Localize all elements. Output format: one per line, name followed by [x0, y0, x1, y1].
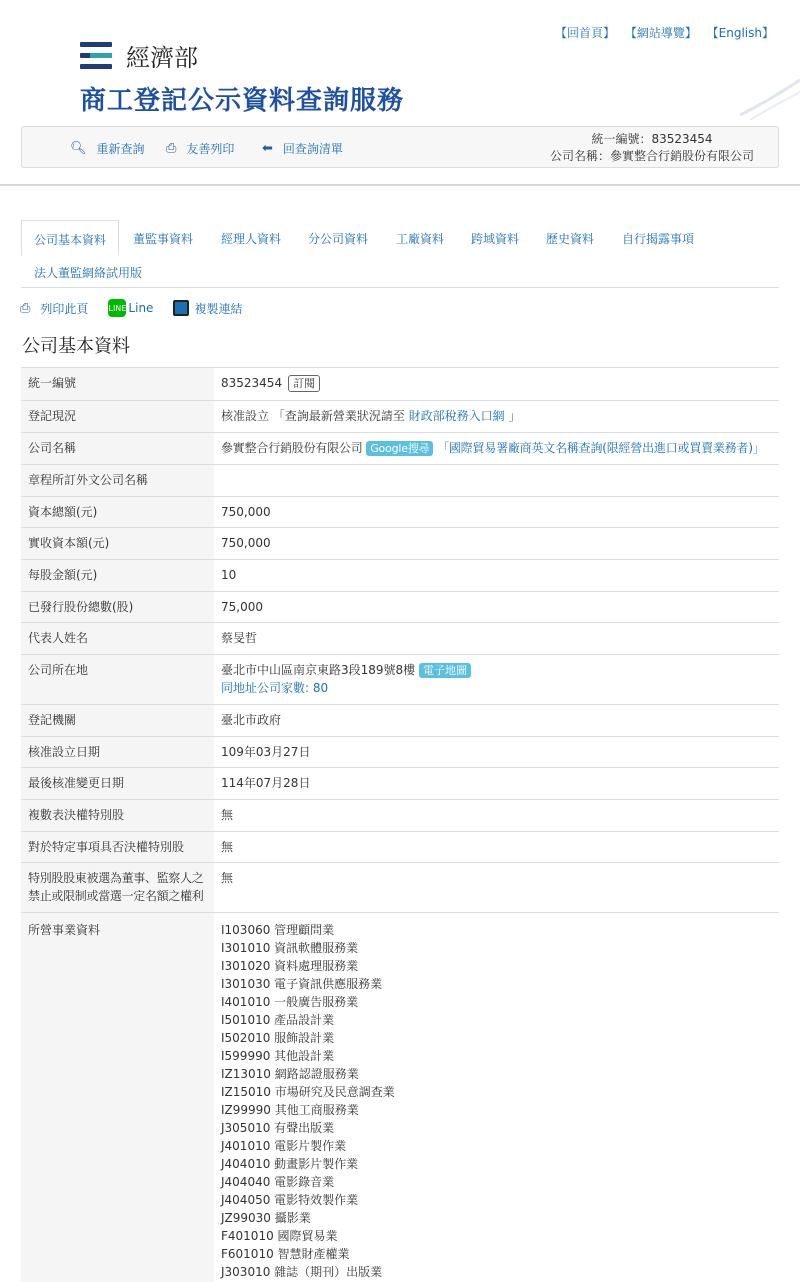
printer-icon: ⎙: [166, 141, 177, 156]
company-info-table: [21, 367, 779, 1282]
field-label: 已發行股份總數(股): [21, 592, 214, 623]
moea-logo-icon: [80, 40, 112, 72]
table-row: [21, 465, 779, 497]
tab-factories[interactable]: 工廠資料: [396, 232, 445, 246]
tab-directors[interactable]: 董監事資料: [133, 232, 194, 246]
tab-managers[interactable]: 經理人資料: [221, 232, 282, 246]
line-share-button[interactable]: LINE Line: [108, 301, 154, 315]
field-label: 最後核准變更日期: [21, 768, 214, 800]
field-value: 109年03月27日: [214, 737, 779, 768]
field-label: 特別股股東被選為董事、監察人之 禁止或限制或當選一定名額之權利: [21, 863, 214, 913]
field-value: 臺北市中山區南京東路3段189號8樓 電子地圖 同地址公司家數: 80: [214, 655, 779, 705]
list-item: I599990 其他設計業: [221, 1049, 335, 1063]
list-item: I301030 電子資訊供應服務業: [221, 977, 383, 991]
new-search-button[interactable]: 🔍︎ 重新查詢: [70, 141, 145, 156]
list-item: J401010 電影片製作業: [221, 1139, 347, 1153]
field-value: 83523454 訂閱: [214, 368, 779, 401]
table-row: [21, 592, 779, 623]
table-row: [21, 368, 779, 401]
table-row: [21, 655, 779, 705]
tab-self-disclosure[interactable]: 自行揭露事項: [622, 232, 695, 246]
list-item: I401010 一般廣告服務業: [221, 995, 359, 1009]
list-item: J404050 電影特效製作業: [221, 1193, 359, 1207]
field-label: 每股金額(元): [21, 560, 214, 592]
print-page-button[interactable]: ⎙ 列印此頁: [20, 300, 89, 316]
field-value: [214, 465, 779, 497]
tab-bar: [21, 220, 779, 288]
field-value: 750,000: [214, 497, 779, 528]
field-label: 複數表決權特別股: [21, 800, 214, 832]
table-row: [21, 705, 779, 737]
summary-tax-id: 統一編號：83523454: [591, 132, 713, 146]
list-item: IZ99990 其他工商服務業: [221, 1103, 359, 1117]
field-label: 代表人姓名: [21, 623, 214, 655]
table-row: [21, 737, 779, 768]
page-tools: [20, 299, 262, 317]
arrow-left-icon: ⬅: [262, 141, 273, 156]
copy-link-button[interactable]: 複製連結: [173, 300, 242, 317]
google-search-button[interactable]: Google搜尋: [366, 441, 433, 456]
same-address-link[interactable]: 同地址公司家數: 80: [221, 681, 329, 695]
english-link[interactable]: 【English】: [706, 26, 774, 40]
tax-portal-link[interactable]: 財政部稅務入口網: [408, 409, 505, 423]
top-links: [549, 24, 774, 41]
tab-corporate-network[interactable]: 法人董監網絡試用版: [34, 266, 143, 280]
tab-basic-info[interactable]: 公司基本資料: [21, 220, 119, 256]
back-to-list-button[interactable]: ⬅ 回查詢清單: [262, 141, 343, 156]
field-value: 蔡旻哲: [214, 623, 779, 655]
sitemap-link[interactable]: 【網站導覽】: [624, 26, 697, 40]
summary-company-name: 公司名稱：參實整合行銷股份有限公司: [549, 149, 754, 163]
ministry-name: 經濟部: [126, 44, 198, 72]
table-row: [21, 528, 779, 560]
field-value: 核准設立 「查詢最新營業狀況請至 財政部稅務入口網 」: [214, 401, 779, 433]
site-title: 商工登記公示資料查詢服務: [80, 86, 405, 116]
list-item: JZ99030 攝影業: [221, 1211, 311, 1225]
subscribe-button[interactable]: 訂閱: [288, 375, 320, 392]
table-row: [21, 401, 779, 433]
business-list: [214, 913, 779, 1282]
field-value: 參實整合行銷股份有限公司 Google搜尋 「國際貿易署廠商英文名稱查詢(限經營出進口或買賣業務者)」: [214, 433, 779, 465]
section-title: 公司基本資料: [22, 336, 130, 357]
query-toolbar: [21, 126, 779, 168]
tab-cross-domain[interactable]: 跨域資料: [471, 232, 520, 246]
table-row: [21, 433, 779, 465]
list-item: I301010 資訊軟體服務業: [221, 941, 359, 955]
field-label: 章程所訂外文公司名稱: [21, 465, 214, 497]
list-item: F401010 國際貿易業: [221, 1229, 338, 1243]
field-value: 無: [214, 863, 779, 913]
field-value: 10: [214, 560, 779, 592]
table-row: [21, 497, 779, 528]
table-row: [21, 863, 779, 913]
field-label: 登記現況: [21, 401, 214, 433]
field-label: 對於特定事項具否決權特別股: [21, 832, 214, 863]
field-value: 114年07月28日: [214, 768, 779, 800]
list-item: J404010 動畫影片製作業: [221, 1157, 359, 1171]
field-value: 臺北市政府: [214, 705, 779, 737]
tab-branches[interactable]: 分公司資料: [308, 232, 369, 246]
company-summary: [550, 131, 754, 165]
field-label: 所營事業資料: [21, 913, 214, 1282]
printer-icon: ⎙: [20, 300, 31, 316]
friendly-print-button[interactable]: ⎙ 友善列印: [166, 141, 235, 156]
field-label: 登記機關: [21, 705, 214, 737]
field-label: 實收資本額(元): [21, 528, 214, 560]
list-item: F601010 智慧財產權業: [221, 1247, 350, 1261]
list-item: J305010 有聲出版業: [221, 1121, 335, 1135]
home-link[interactable]: 【回首頁】: [554, 26, 615, 40]
field-label: 統一編號: [21, 368, 214, 401]
table-row: [21, 913, 779, 1282]
e-map-button[interactable]: 電子地圖: [419, 663, 471, 678]
field-value: 無: [214, 832, 779, 863]
list-item: I301020 資料處理服務業: [221, 959, 359, 973]
header-divider: [0, 184, 800, 186]
list-item: I103060 管理顧問業: [221, 923, 335, 937]
field-value: 無: [214, 800, 779, 832]
line-icon: LINE: [108, 299, 126, 317]
tab-history[interactable]: 歷史資料: [546, 232, 595, 246]
field-label: 公司所在地: [21, 655, 214, 705]
trade-english-name-link[interactable]: 「國際貿易署廠商英文名稱查詢(限經營出進口或買賣業務者)」: [437, 441, 765, 455]
field-label: 資本總額(元): [21, 497, 214, 528]
moea-logo[interactable]: [80, 38, 198, 73]
field-value: 75,000: [214, 592, 779, 623]
list-item: IZ15010 市場研究及民意調查業: [221, 1085, 395, 1099]
field-label: 公司名稱: [21, 433, 214, 465]
table-row: [21, 800, 779, 832]
copy-link-icon: [173, 300, 189, 316]
list-item: J303010 雜誌（期刊）出版業: [221, 1265, 383, 1279]
list-item: I502010 服飾設計業: [221, 1031, 335, 1045]
decorative-swoosh: [740, 70, 800, 120]
table-row: [21, 832, 779, 863]
list-item: I501010 產品設計業: [221, 1013, 335, 1027]
business-items: [221, 921, 772, 1281]
table-row: [21, 560, 779, 592]
table-row: [21, 623, 779, 655]
field-value: 750,000: [214, 528, 779, 560]
list-item: IZ13010 網路認證服務業: [221, 1067, 359, 1081]
search-icon: 🔍︎: [70, 141, 87, 156]
field-label: 核准設立日期: [21, 737, 214, 768]
table-row: [21, 768, 779, 800]
list-item: J404040 電影錄音業: [221, 1175, 335, 1189]
